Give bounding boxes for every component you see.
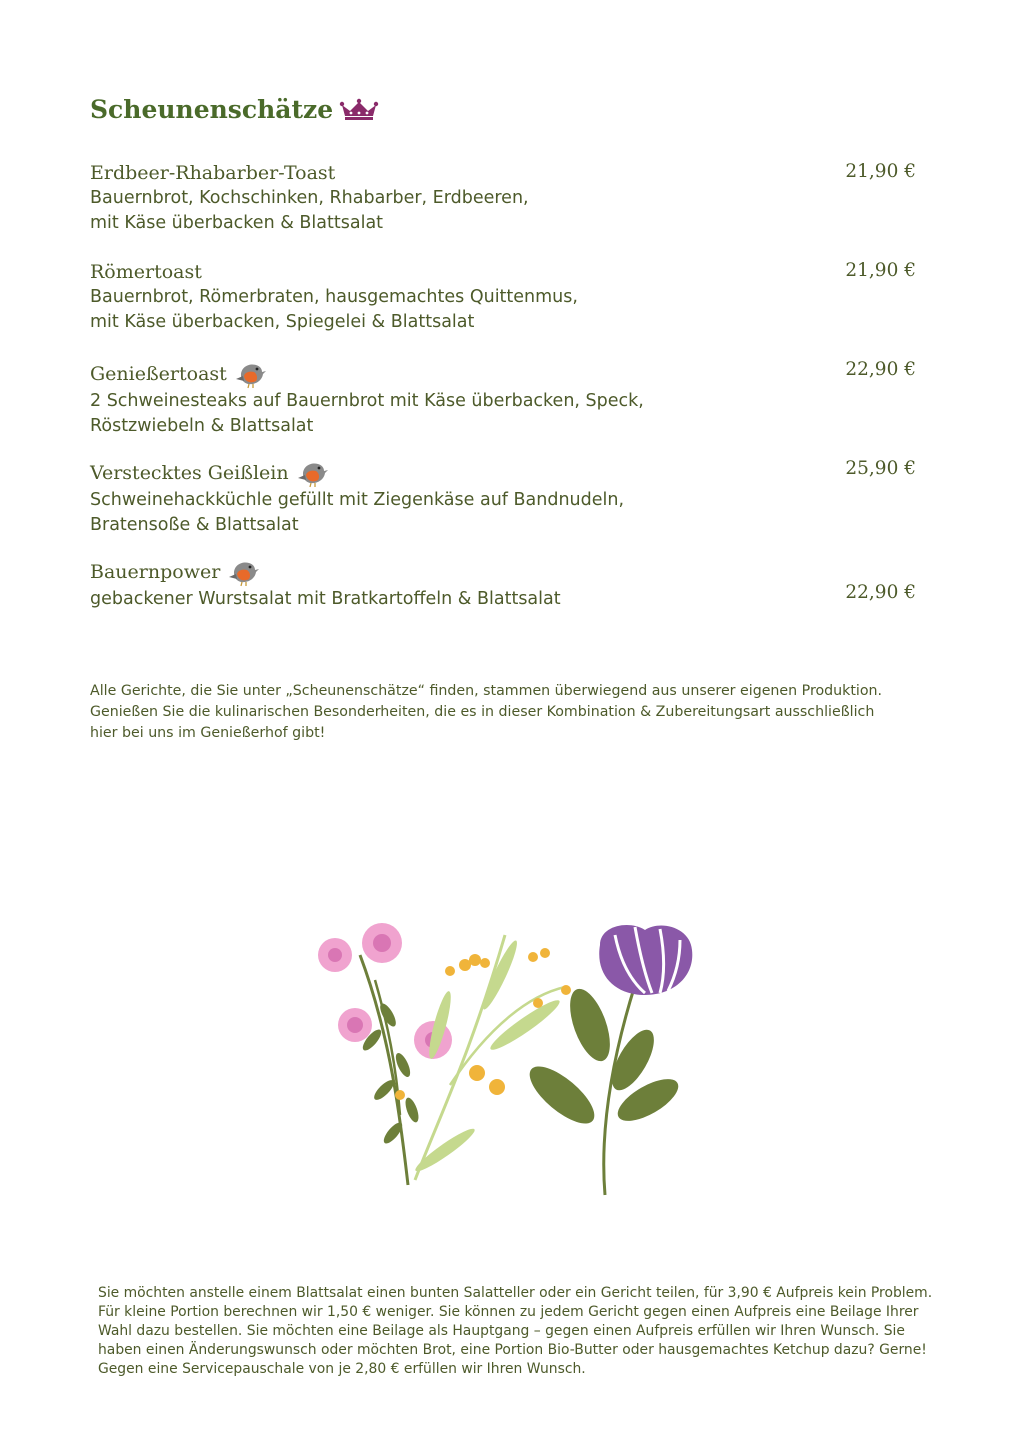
footer-line: Wahl dazu bestellen. Sie möchten eine Beilage als Hauptgang – gegen einen Aufpreis erfüllen wir Ihren Wunsch. Sie [98,1323,905,1339]
menu-item-name [90,458,920,488]
menu-item [90,557,920,612]
menu-item-description: Bratensoße & Blattsalat [90,515,299,535]
page-title-text: Scheunenschätze [90,95,334,124]
footer-line: Gegen eine Servicepauschale von je 2,80 € erfüllen wir Ihren Wunsch. [98,1361,586,1377]
menu-item-name-text: Genießertoast [90,362,227,385]
menu-item-description: Bauernbrot, Römerbraten, hausgemachtes Quittenmus, [90,287,578,307]
menu-item-name-text: Erdbeer-Rhabarber-Toast [90,162,336,184]
footer-line: Sie möchten anstelle einem Blattsalat einen bunten Salatteller oder ein Gericht teilen, für 3,90 € Aufpreis kein Problem. [98,1285,933,1301]
menu-item-price: 21,90 € [845,161,916,182]
menu-item [90,161,920,236]
menu-item-description: Röstzwiebeln & Blattsalat [90,416,314,436]
menu-item-name [90,260,920,285]
menu-item [90,359,920,439]
menu-item-description: mit Käse überbacken & Blattsalat [90,213,384,233]
menu-item [90,458,920,538]
footer-note [98,1284,958,1379]
menu-item-name-text: Verstecktes Geißlein [90,461,289,484]
menu-item-name-text: Römertoast [90,261,202,283]
robin-bird-icon [235,359,269,389]
menu-item-name-text: Bauernpower [90,560,221,583]
robin-bird-icon [228,557,262,587]
menu-item-description: Bauernbrot, Kochschinken, Rhabarber, Erdbeeren, [90,188,529,208]
menu-item-price: 21,90 € [845,260,916,281]
menu-item-name [90,557,920,587]
menu-item-price: 25,90 € [845,458,916,479]
menu-item-description: Schweinehackküchle gefüllt mit Ziegenkäse auf Bandnudeln, [90,490,625,510]
robin-bird-icon [297,458,331,488]
menu-item-name [90,161,920,186]
menu-item-description: 2 Schweinesteaks auf Bauernbrot mit Käse überbacken, Speck, [90,391,644,411]
menu-item-name [90,359,920,389]
production-note [90,681,950,744]
page-title [90,95,379,124]
footer-line: haben einen Änderungswunsch oder möchten Brot, eine Portion Bio-Butter oder hausgemachtes Ketchup dazu? Gerne! [98,1342,927,1358]
note-line: hier bei uns im Genießerhof gibt! [90,725,326,741]
note-line: Alle Gerichte, die Sie unter „Scheunenschätze“ finden, stammen überwiegend aus unserer eigenen Produktion. [90,683,883,699]
menu-item-price: 22,90 € [845,359,916,380]
menu-item-description: gebackener Wurstsalat mit Bratkartoffeln & Blattsalat [90,589,561,609]
flower-illustration-icon [300,915,700,1205]
crown-icon [339,98,379,122]
menu-item [90,260,920,335]
menu-item-description: mit Käse überbacken, Spiegelei & Blattsalat [90,312,475,332]
menu-item-price: 22,90 € [845,582,916,603]
footer-line: Für kleine Portion berechnen wir 1,50 € weniger. Sie können zu jedem Gericht gegen einen Aufpreis eine Beilage Ihrer [98,1304,919,1320]
note-line: Genießen Sie die kulinarischen Besonderheiten, die es in dieser Kombination & Zubereitungsart ausschließlich [90,704,875,720]
